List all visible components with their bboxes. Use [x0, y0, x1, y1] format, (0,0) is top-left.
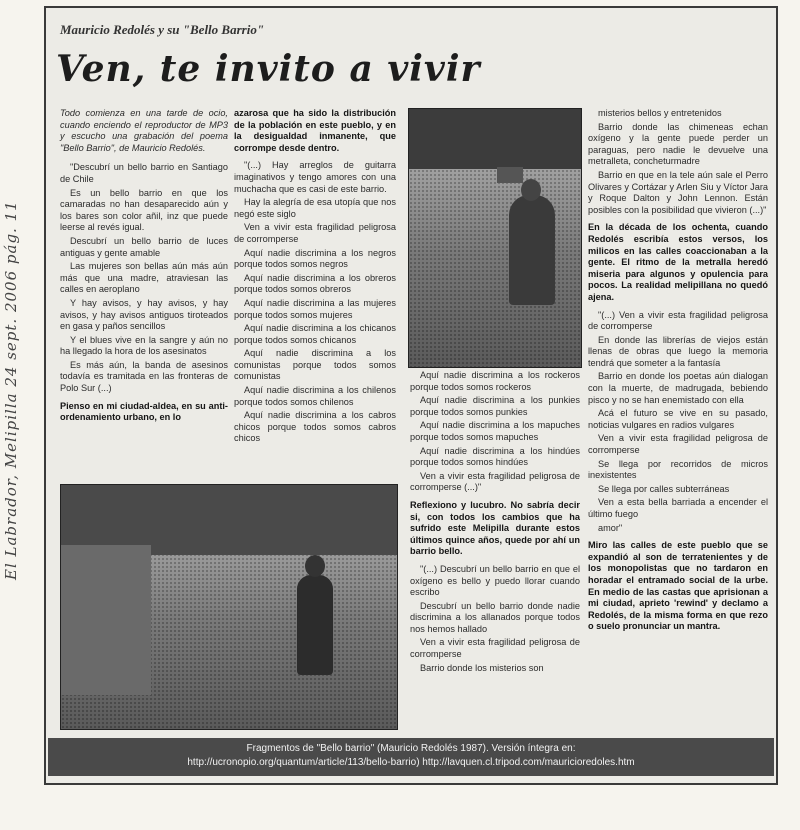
photo-caption: [48, 738, 774, 776]
walking-figure: [297, 575, 333, 675]
poem-line: Aquí nadie discrimina a los comunistas porque todos somos comunistas: [234, 348, 396, 382]
building-silhouette: [409, 109, 581, 169]
poem-line: Se llega por recorridos de micros inexistentes: [588, 458, 768, 481]
column-3: [410, 370, 580, 676]
column-2: [234, 108, 396, 447]
bold-paragraph: Pienso en mi ciudad-aldea, en su anti-ordenamiento urbano, en lo: [60, 400, 228, 423]
poem-line: Aquí nadie discrimina a los cabros chicos porque todos somos cabros chicos: [234, 410, 396, 444]
poem-line: Aquí nadie discrimina a los mapuches porque todos somos mapuches: [410, 420, 580, 442]
poem-line: Aquí nadie discrimina a los negros porque todos somos negros: [234, 247, 396, 270]
poem-line: Ven a esta bella barriada a encender el último fuego: [588, 497, 768, 519]
poem-line: Descubrí un bello barrio de luces antiguas y gente amable: [60, 235, 228, 258]
poem-line: amor": [598, 522, 623, 533]
poem-line: Es más aún, la banda de asesinos todavía es tramitada en las fronteras de Polo Sur (...): [60, 359, 228, 394]
poem-line: "(...) Descubrí un bello barrio en que el oxígeno es bello y puedo llorar cuando escribo: [410, 563, 580, 598]
poem-line: Ven a vivir esta fragilidad peligrosa de corromperse: [234, 222, 396, 244]
poem-line: "Descubrí un bello barrio en Santiago de Chile: [60, 162, 228, 184]
poem-line: Es un bello barrio en que los camaradas no han desaparecido aún y los bares son color añil, inz que puede leerse al revés igual.: [60, 187, 228, 233]
poem-line: Barrio donde las chimeneas echan oxígeno y la gente puede perder un paraguas, pero nadie le devuelve una metralleta, concheturmadre: [588, 121, 768, 167]
bold-paragraph: azarosa que ha sido la distribución de la población en este pueblo, y en la desigualdad inmanente, que corrompe desde dentro.: [234, 108, 396, 153]
poem-line: Aquí nadie discrimina a las mujeres porque todos somos mujeres: [234, 297, 396, 320]
pedestrian-head: [521, 179, 541, 201]
kiosk-shape: [61, 545, 151, 695]
poem-line: Ven a vivir esta fragilidad peligrosa de corromperse (...)": [410, 470, 580, 493]
poem-line: Y el blues vive en la sangre y aún no ha llegado la hora de los asesinatos: [60, 334, 228, 357]
poem-line: Barrio en donde los poetas aún dialogan con la muerte, de madrugada, bebiendo pisco y no se han enemistado con ella: [588, 371, 768, 405]
caption-urls: http://ucronopio.org/quantum/article/113/bello-barrio) http://lavquen.cl.tripod.com/mauricioredoles.htm: [187, 757, 635, 768]
intro-paragraph: Todo comienza en una tarde de ocio, cuando enciendo el reproductor de MP3 y escucho una grabación del poema "Bello Barrio", de Mauricio Redolés.: [60, 108, 228, 153]
poem-line: Aquí nadie discrimina a los chilenos porque todos somos chilenos: [234, 385, 396, 407]
poem-line: "(...) Hay arreglos de guitarra imaginativos y tengo amores con una muchacha que es casi de este barrio.: [234, 160, 396, 194]
street-photo: [408, 108, 582, 368]
caption-line: Fragmentos de "Bello barrio" (Mauricio Redolés 1987). Versión íntegra en:: [246, 743, 576, 754]
poem-line: Hay la alegría de esa utopía que nos negó este siglo: [234, 197, 396, 219]
poem-line: Y hay avisos, y hay avisos, y hay avisos, y hay avisos antiguos tiroteados en gasa y paños sencillos: [60, 297, 228, 332]
poem-line: Aquí nadie discrimina a los chicanos porque todos somos chicanos: [234, 323, 396, 345]
walking-figure-head: [305, 555, 325, 577]
poem-line: Las mujeres son bellas aún más aún más que una madre, atraviesan las calles en aeroplano: [60, 261, 228, 295]
poem-line: Aquí nadie discrimina a los punkies porque todos somos punkies: [410, 395, 580, 417]
plaza-photo: [60, 484, 398, 730]
pedestrian-figure: [509, 195, 555, 305]
poem-line: "(...) Ven a vivir esta fragilidad peligrosa de corromperse: [588, 309, 768, 332]
poem-line: Barrio donde los misterios son: [420, 662, 544, 673]
poem-line: Se llega por calles subterráneas: [598, 483, 730, 494]
headline: Ven, te invito a vivir: [56, 48, 481, 90]
car-shape: [497, 167, 523, 183]
poem-line: Barrio en que en la tele aún sale el Perro Olivares y Cortázar y Arlen Siu y Víctor Jara y Roque Dalton y John Lennon. Están posibles con la posibilidad que vivieron (...)": [588, 169, 768, 215]
poem-line: Aquí nadie discrimina a los hindúes porque todos somos hindúes: [410, 445, 580, 468]
bold-paragraph: En la década de los ochenta, cuando Redolés escribía estos versos, los milicos en las calles coaccionaban a la gente. El ritmo de la metralla heredó miseria para algunos y opulencia para pocos. La realidad melipillana no quedó ajena.: [588, 222, 768, 302]
poem-line: Aquí nadie discrimina a los rockeros porque todos somos rockeros: [410, 370, 580, 392]
poem-line: Acá el futuro se vive en su pasado, noticias vulgares en radios vulgares: [588, 408, 768, 430]
poem-line: Descubrí un bello barrio donde nadie discrimina a los allanados porque todos nos hemos hallado: [410, 600, 580, 634]
handwritten-margin-note: El Labrador, Melipilla 24 sept. 2006 pág. 11: [2, 200, 20, 580]
kicker: Mauricio Redolés y su "Bello Barrio": [60, 22, 265, 37]
poem-line: Aquí nadie discrimina a los obreros porque todos somos obreros: [234, 272, 396, 295]
poem-line: Ven a vivir esta fragilidad peligrosa de corromperse: [410, 637, 580, 660]
column-4: [588, 108, 768, 639]
poem-line: misterios bellos y entretenidos: [598, 108, 722, 118]
bold-paragraph: Miro las calles de este pueblo que se expandió al son de terratenientes y de los monopolistas que no tardaron en horadar el entramado social de la urbe. En medio de las castas que aprisionan a mi ciudad, aprieto 'rewind' y declamo a Redolés, de la misma forma en que rezo o suelo pronunciar un mantra.: [588, 540, 768, 632]
column-1: [60, 108, 228, 430]
newspaper-clipping: [44, 6, 778, 785]
poem-line: Ven a vivir esta fragilidad peligrosa de corromperse: [588, 433, 768, 456]
poem-line: En donde las librerías de viejos están llenas de obras que luego la memoria tendrá que someter a la fantasía: [588, 334, 768, 368]
bold-paragraph: Reflexiono y lucubro. No sabría decir si, con todos los cambios que ha sufrido este Melipilla durante estos últimos quince años, quede por ahí un barrio bello.: [410, 499, 580, 557]
